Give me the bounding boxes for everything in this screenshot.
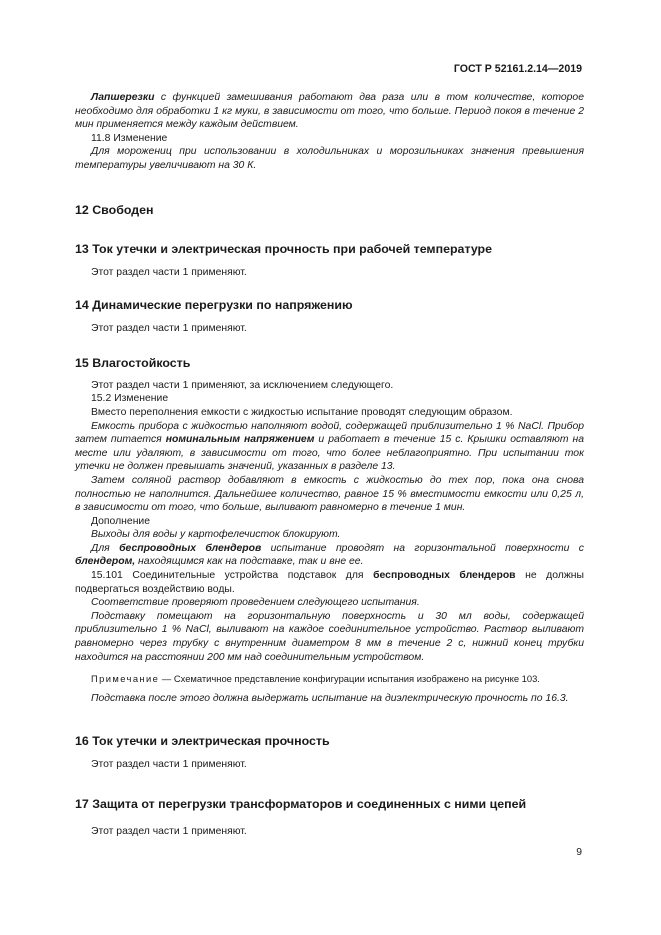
section-heading-14: 14 Динамические перегрузки по напряжению	[75, 298, 353, 313]
document-body	[75, 91, 584, 839]
section-heading-15: 15 Влагостойкость	[75, 355, 191, 370]
paragraph: Затем соляной раствор добавляют в емкость с жидкостью до тех пор, пока она снова полностью не наполнится. Дальнейшее количество, равное 15 % вместимости емкости или 0,25 л, в зависимости от того, что больше, выливают равномерно в течение 1 мин.	[75, 474, 584, 514]
amendment-label: 11.8 Изменение	[91, 132, 168, 144]
section-heading-13: 13 Ток утечки и электрическая прочность при рабочей температуре	[75, 241, 493, 256]
term-bold: номинальным напряжением	[165, 434, 315, 446]
term-bold: беспроводных блендеров	[119, 542, 262, 554]
paragraph: Емкость прибора с жидкостью наполняют водой, содержащей приблизительно 1 % NaCl. Прибор затем питается номинальным напряжением и работает в течение 15 с. Крышки оставляют на месте или удаляют, в зависимости от того, что более неблагоприятно. При испытании ток утечки не должен превышать значений, указанных в разделе 13.	[75, 420, 584, 473]
paragraph: Подставку помещают на горизонтальную поверхность и 30 мл воды, содержащей приблизительно 1 % NaCl, выливают на каждое соединительное устройство. Раствор выливают равномерно через трубку с внутренним диаметром 8 мм в течение 2 с, нижний конец трубки находится на расстоянии 200 мм над соединительным устройством.	[75, 610, 584, 663]
paragraph: Выходы для воды у картофелечисток блокируют.	[91, 529, 341, 541]
paragraph: Для беспроводных блендеров испытание проводят на горизонтальной поверхности с блендером, находящимся как на подставке, так и вне ее.	[75, 542, 584, 568]
note-label: Примечание	[91, 673, 160, 685]
section-text: Этот раздел части 1 применяют.	[91, 826, 247, 837]
term-bold: блендером,	[75, 556, 136, 568]
paragraph: Для морожениц при использовании в холодильниках и морозильниках значения превышения температуры увеличивают на 30 К.	[75, 146, 584, 171]
paragraph: Соответствие проверяют проведением следующего испытания.	[91, 597, 420, 609]
section-heading-16: 16 Ток утечки и электрическая прочность	[75, 734, 330, 749]
paragraph: Вместо переполнения емкости с жидкостью испытание проводят следующим образом.	[91, 406, 513, 418]
section-heading-17: 17 Защита от перегрузки трансформаторов и соединенных с ними цепей	[75, 797, 527, 811]
addition-label: Дополнение	[91, 515, 151, 527]
section-heading-12: 12 Свободен	[75, 202, 154, 217]
standard-code: ГОСТ Р 52161.2.14—2019	[453, 63, 582, 75]
amendment-label: 15.2 Изменение	[91, 393, 169, 405]
paragraph: Лапшерезки с функцией замешивания работают два раза или в том количестве, которое необходимо для обработки 1 кг муки, в зависимости от того, что больше. Период покоя в течение 2 мин применяется между каждым действием.	[75, 92, 584, 131]
note: Примечание — Схематичное представление конфигурации испытания изображено на рисунке 103.	[91, 673, 540, 685]
section-text: Этот раздел части 1 применяют.	[91, 323, 247, 335]
page-number: 9	[576, 847, 582, 858]
section-text: Этот раздел части 1 применяют, за исключением следующего.	[91, 379, 394, 391]
section-text: Этот раздел части 1 применяют.	[91, 759, 247, 771]
term-bold: Лапшерезки	[91, 92, 155, 103]
section-text: Этот раздел части 1 применяют.	[91, 266, 247, 278]
term-bold: беспроводных блендеров	[373, 570, 516, 582]
paragraph: 15.101 Соединительные устройства подставок для беспроводных блендеров не должны подвергаться воздействию воды.	[75, 570, 584, 595]
paragraph: Подставка после этого должна выдержать испытание на диэлектрическую прочность по 16.3.	[91, 692, 569, 704]
